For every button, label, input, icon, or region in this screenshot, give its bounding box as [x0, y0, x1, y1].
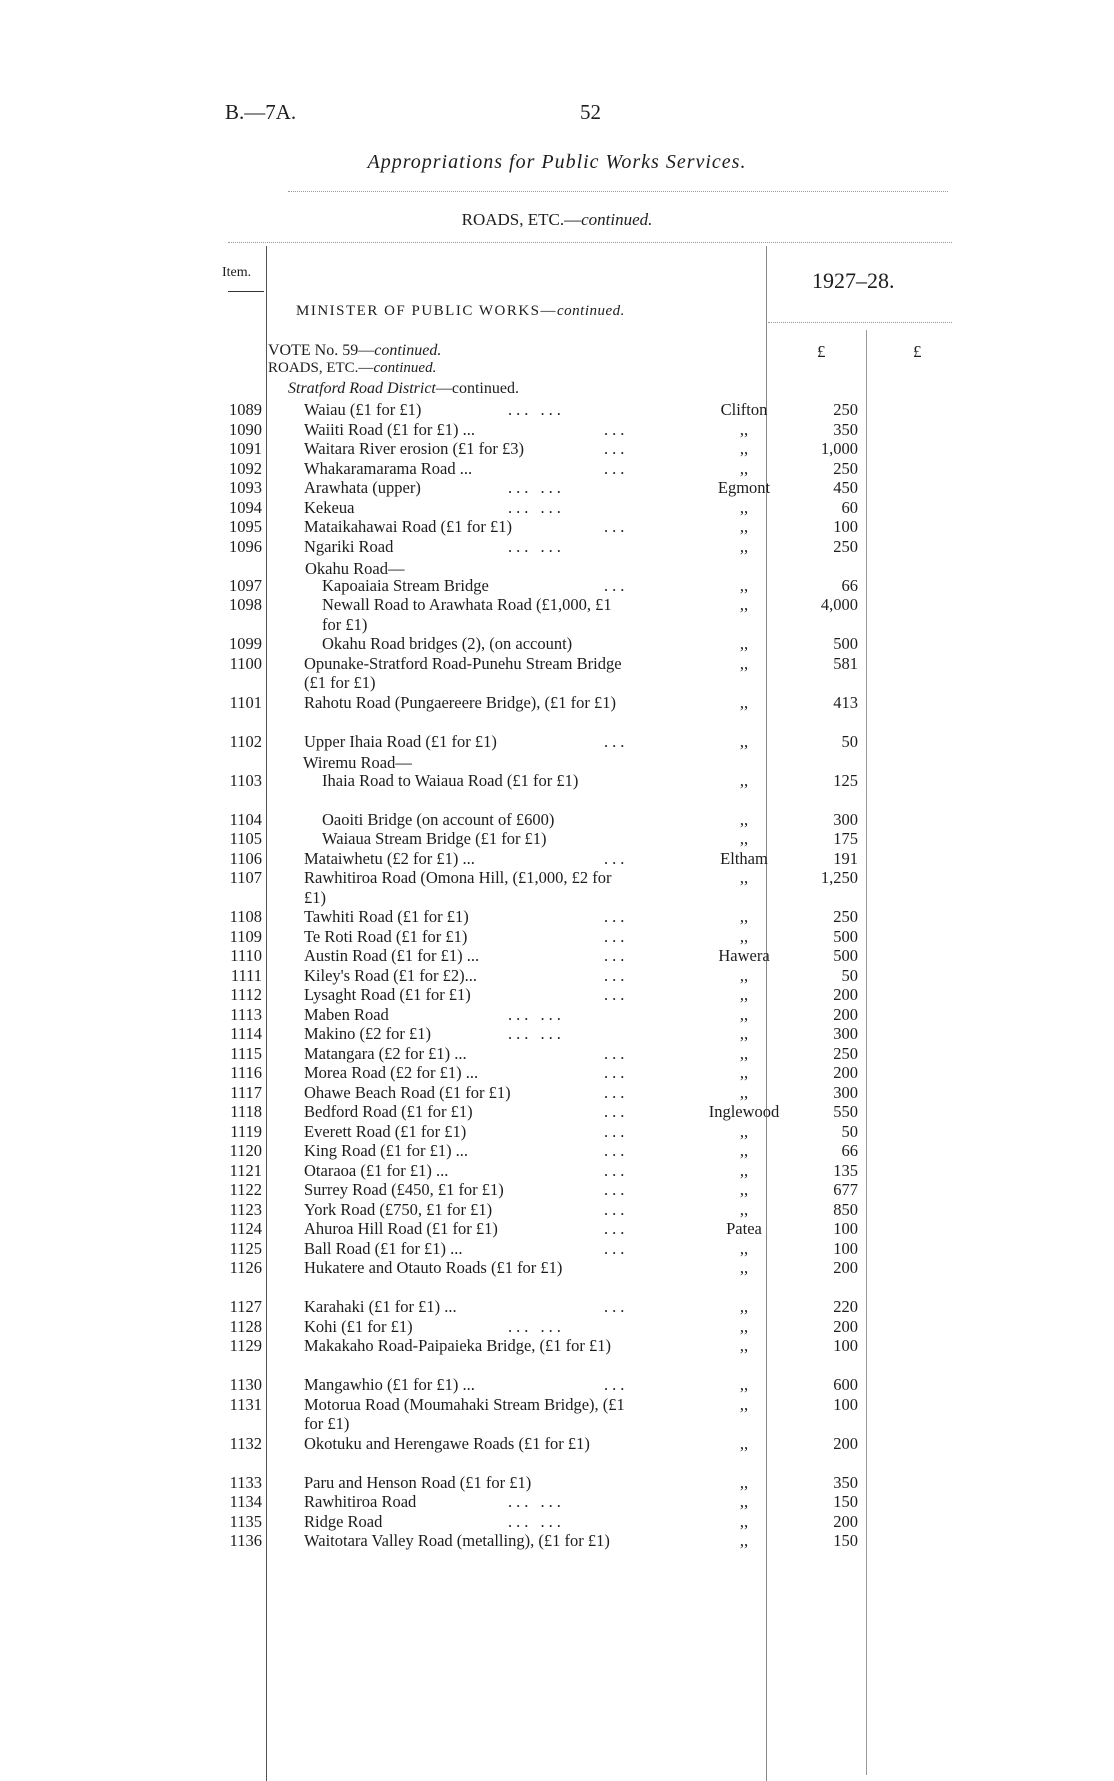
item-description: Lysaght Road (£1 for £1) — [304, 985, 471, 1004]
leader-dots: ... — [604, 1102, 629, 1121]
item-number: 1122 — [229, 1180, 262, 1199]
item-district: ,, — [739, 1531, 749, 1550]
leader-dots: ... — [604, 848, 629, 868]
section-subtitle-italic: continued. — [581, 210, 653, 229]
item-district: ,, — [739, 1024, 749, 1043]
item-amount: 350 — [833, 419, 858, 439]
item-description: Matangara (£2 for £1) ... — [304, 1043, 467, 1063]
currency-header-1: £ — [817, 342, 826, 361]
table-row — [0, 868, 1114, 908]
item-column-header: Item. — [222, 265, 252, 280]
item-number: 1097 — [229, 575, 262, 595]
item-description: Mangawhio (£1 for £1) ... — [304, 1375, 475, 1394]
item-number: 1098 — [229, 595, 262, 614]
item-district: ,, — [739, 1492, 749, 1511]
district-heading-italic: Stratford Road District — [288, 380, 436, 397]
item-district: ,, — [739, 419, 749, 439]
item-description: Makakaho Road-Paipaieka Bridge, (£1 for £1) — [304, 1336, 611, 1355]
item-district: ,, — [739, 1375, 749, 1394]
item-district: ,, — [739, 1297, 749, 1316]
item-number: 1136 — [229, 1531, 262, 1550]
item-description: Waiiti Road (£1 for £1) ... — [304, 419, 475, 439]
item-description: Whakaramarama Road ... — [304, 458, 473, 478]
item-amount: 200 — [833, 1004, 858, 1024]
item-number: 1131 — [229, 1394, 262, 1414]
item-district: ,, — [739, 517, 749, 536]
item-district: ,, — [739, 595, 749, 614]
item-district: ,, — [739, 439, 749, 458]
leader-dots: ... — [604, 1043, 629, 1063]
item-district: ,, — [739, 497, 749, 517]
table-row — [0, 732, 1114, 772]
item-number: 1115 — [230, 1043, 262, 1063]
item-amount: 350 — [833, 1472, 858, 1492]
group-heading-okahu: Okahu Road— — [305, 559, 405, 578]
item-district: ,, — [739, 653, 749, 673]
leader-dots: ... — [604, 1063, 629, 1082]
leader-dots: ... — [604, 1180, 629, 1199]
item-amount: 300 — [833, 1024, 858, 1043]
item-description: Okotuku and Herengawe Roads (£1 for £1) — [304, 1433, 590, 1453]
item-description: Paru and Henson Road (£1 for £1) — [304, 1472, 532, 1492]
item-description: Rahotu Road (Pungaereere Bridge), (£1 for £1) — [304, 692, 617, 712]
item-number: 1110 — [230, 946, 262, 965]
item-number: 1093 — [229, 478, 262, 497]
item-amount: 300 — [833, 809, 858, 829]
item-description: Austin Road (£1 for £1) ... — [304, 946, 480, 965]
item-district: ,, — [739, 458, 749, 478]
item-number: 1119 — [230, 1121, 262, 1141]
item-description: Hukatere and Otauto Roads (£1 for £1) — [304, 1258, 563, 1277]
item-description: Kohi (£1 for £1) — [304, 1316, 413, 1336]
item-description: Morea Road (£2 for £1) ... — [304, 1063, 479, 1082]
item-description: Makino (£2 for £1) — [304, 1024, 431, 1043]
item-number: 1129 — [229, 1336, 262, 1355]
item-amount: 100 — [833, 1394, 858, 1414]
item-number: 1118 — [230, 1102, 262, 1121]
item-district: ,, — [739, 1433, 749, 1453]
item-district: ,, — [739, 770, 749, 790]
item-amount: 500 — [833, 926, 858, 946]
item-amount: 60 — [841, 497, 858, 517]
leader-dots: ... — [604, 926, 629, 946]
item-number: 1133 — [229, 1472, 262, 1492]
item-district: ,, — [739, 1160, 749, 1180]
item-district: ,, — [739, 829, 749, 848]
item-amount: 413 — [833, 692, 858, 712]
item-amount: 4,000 — [820, 595, 858, 614]
item-number: 1132 — [229, 1433, 262, 1453]
item-number: 1123 — [229, 1199, 262, 1219]
leader-dots: ... — [604, 1238, 629, 1258]
item-district: ,, — [739, 1004, 749, 1024]
item-description: Rawhitiroa Road — [304, 1492, 417, 1511]
table-row — [0, 595, 1114, 635]
leader-dots: ... — [604, 458, 629, 478]
item-amount: 250 — [833, 400, 858, 419]
item-number: 1127 — [229, 1297, 262, 1316]
item-district: ,, — [739, 634, 749, 653]
item-number: 1096 — [229, 536, 262, 556]
item-description: Ridge Road — [304, 1511, 383, 1531]
table-row — [0, 1258, 1114, 1298]
item-district: ,, — [739, 809, 749, 829]
item-number: 1099 — [229, 634, 262, 653]
item-number: 1094 — [229, 497, 262, 517]
item-number: 1128 — [229, 1316, 262, 1336]
item-district: Eltham — [720, 848, 768, 868]
table-row — [0, 537, 1114, 577]
item-amount: 100 — [833, 1336, 858, 1355]
item-district: Clifton — [720, 400, 768, 419]
table-row — [0, 1434, 1114, 1474]
item-description: Opunake-Stratford Road-Punehu Stream Bridge (£1 for £1) — [304, 653, 622, 692]
item-description: Karahaki (£1 for £1) ... — [304, 1297, 457, 1316]
item-number: 1106 — [229, 848, 262, 868]
vote-heading-main: VOTE No. 59— — [268, 342, 375, 359]
item-amount: 250 — [833, 458, 858, 478]
item-number: 1130 — [229, 1375, 262, 1394]
table-row — [0, 693, 1114, 733]
item-district: ,, — [739, 1336, 749, 1355]
page-number: 52 — [580, 100, 601, 124]
item-district: ,, — [739, 1316, 749, 1336]
item-number: 1113 — [230, 1004, 262, 1024]
item-amount: 135 — [833, 1160, 858, 1180]
item-description: King Road (£1 for £1) ... — [304, 1141, 469, 1160]
item-number: 1103 — [229, 770, 262, 790]
item-number: 1116 — [230, 1063, 262, 1082]
item-district: ,, — [739, 1511, 749, 1531]
item-number: 1104 — [229, 809, 262, 829]
roads-heading-italic: continued. — [373, 360, 437, 376]
item-amount: 66 — [841, 1141, 858, 1160]
item-district: ,, — [739, 731, 749, 751]
item-description: Rawhitiroa Road (Omona Hill, (£1,000, £2 for £1) — [304, 868, 612, 907]
minister-heading-main: MINISTER OF PUBLIC WORKS— — [296, 303, 557, 319]
leader-dots: ... — [604, 517, 629, 536]
item-district: ,, — [739, 1238, 749, 1258]
district-heading-main: —continued. — [435, 380, 519, 397]
section-subtitle-main: ROADS, ETC.— — [461, 210, 582, 229]
item-description: Otaraoa (£1 for £1) ... — [304, 1160, 449, 1180]
leader-dots: ... ... — [508, 1024, 565, 1043]
item-district: ,, — [739, 1043, 749, 1063]
table-row — [0, 1336, 1114, 1376]
item-description: Te Roti Road (£1 for £1) — [304, 926, 468, 946]
currency-header-2: £ — [913, 342, 922, 361]
item-amount: 220 — [833, 1297, 858, 1316]
table-row — [0, 1531, 1114, 1571]
item-district: ,, — [739, 907, 749, 926]
item-description: Ngariki Road — [304, 536, 394, 556]
item-description: Mataikahawai Road (£1 for £1) — [304, 517, 513, 536]
item-number: 1125 — [229, 1238, 262, 1258]
item-amount: 850 — [833, 1199, 858, 1219]
item-amount: 677 — [833, 1180, 858, 1199]
item-description: York Road (£750, £1 for £1) — [304, 1199, 493, 1219]
item-district: ,, — [739, 1082, 749, 1102]
year-column-header: 1927–28. — [812, 268, 895, 293]
item-number: 1135 — [229, 1511, 262, 1531]
item-amount: 550 — [833, 1102, 858, 1121]
item-description: Waitara River erosion (£1 for £3) — [304, 439, 524, 458]
item-number: 1100 — [229, 653, 262, 673]
item-amount: 100 — [833, 1238, 858, 1258]
item-number: 1111 — [230, 965, 262, 985]
item-amount: 200 — [833, 1063, 858, 1082]
item-description: Everett Road (£1 for £1) — [304, 1121, 467, 1141]
leader-dots: ... — [604, 907, 629, 926]
leader-dots: ... — [604, 1082, 629, 1102]
leader-dots: ... ... — [508, 1316, 565, 1336]
leader-dots: ... — [604, 439, 629, 458]
item-amount: 500 — [833, 946, 858, 965]
item-amount: 175 — [833, 829, 858, 848]
leader-dots: ... — [604, 1121, 629, 1141]
leader-dots: ... ... — [508, 1492, 565, 1511]
item-description: Mataiwhetu (£2 for £1) ... — [304, 848, 475, 868]
page-title: Appropriations for Public Works Services. — [367, 151, 747, 173]
leader-dots: ... ... — [508, 536, 565, 556]
leader-dots: ... — [604, 1297, 629, 1316]
item-amount: 150 — [833, 1492, 858, 1511]
item-amount: 100 — [833, 517, 858, 536]
item-amount: 50 — [841, 731, 858, 751]
item-number: 1120 — [229, 1141, 262, 1160]
item-description: Kapoaiaia Stream Bridge — [322, 575, 489, 595]
item-description: Kekeua — [304, 497, 355, 517]
minister-heading-italic: continued. — [557, 303, 625, 319]
item-amount: 50 — [841, 965, 858, 985]
item-district: Inglewood — [708, 1102, 780, 1121]
leader-dots: ... — [604, 1199, 629, 1219]
leader-dots: ... ... — [508, 497, 565, 517]
item-description: Ihaia Road to Waiaua Road (£1 for £1) — [322, 770, 579, 790]
item-number: 1092 — [229, 458, 262, 478]
item-number: 1090 — [229, 419, 262, 439]
group-heading-wiremu: Wiremu Road— — [303, 753, 412, 772]
item-amount: 250 — [833, 536, 858, 556]
table-row — [0, 654, 1114, 694]
item-number: 1112 — [230, 985, 262, 1004]
item-amount: 100 — [833, 1219, 858, 1238]
item-number: 1108 — [229, 907, 262, 926]
item-number: 1102 — [229, 731, 262, 751]
item-amount: 1,250 — [820, 868, 858, 887]
item-district: ,, — [739, 1141, 749, 1160]
leader-dots: ... ... — [508, 400, 565, 419]
item-description: Arawhata (upper) — [304, 478, 421, 497]
item-number: 1109 — [229, 926, 262, 946]
item-amount: 200 — [833, 1433, 858, 1453]
item-amount: 250 — [833, 1043, 858, 1063]
item-number: 1095 — [229, 517, 262, 536]
item-district: ,, — [739, 692, 749, 712]
item-district: ,, — [739, 985, 749, 1004]
leader-dots: ... ... — [508, 1004, 565, 1024]
item-district: ,, — [739, 1394, 749, 1414]
item-amount: 300 — [833, 1082, 858, 1102]
vote-heading-italic: continued. — [374, 342, 442, 359]
item-number: 1126 — [229, 1258, 262, 1277]
item-number: 1089 — [229, 400, 262, 419]
item-number: 1124 — [229, 1219, 262, 1238]
item-amount: 1,000 — [820, 439, 858, 458]
item-district: ,, — [739, 1472, 749, 1492]
leader-dots: ... — [604, 946, 629, 965]
leader-dots: ... — [604, 1219, 629, 1238]
item-number: 1091 — [229, 439, 262, 458]
item-number: 1101 — [229, 692, 262, 712]
item-amount: 150 — [833, 1531, 858, 1550]
leader-dots: ... — [604, 575, 629, 595]
item-description: Ball Road (£1 for £1) ... — [304, 1238, 463, 1258]
leader-dots: ... — [604, 731, 629, 751]
item-description: Upper Ihaia Road (£1 for £1) — [304, 731, 497, 751]
table-row — [0, 1395, 1114, 1435]
item-amount: 450 — [833, 478, 858, 497]
item-description: Ohawe Beach Road (£1 for £1) — [304, 1082, 511, 1102]
leader-dots: ... — [604, 965, 629, 985]
item-number: 1105 — [229, 829, 262, 848]
roads-heading-main: ROADS, ETC.— — [268, 360, 374, 376]
item-number: 1134 — [229, 1492, 262, 1511]
item-amount: 200 — [833, 1511, 858, 1531]
item-amount: 250 — [833, 907, 858, 926]
item-number: 1107 — [229, 868, 262, 887]
item-number: 1114 — [230, 1024, 262, 1043]
leader-dots: ... — [604, 419, 629, 439]
item-district: ,, — [739, 965, 749, 985]
item-district: ,, — [739, 868, 749, 887]
item-district: ,, — [739, 575, 749, 595]
item-amount: 200 — [833, 1316, 858, 1336]
document-reference: B.—7A. — [225, 100, 297, 124]
leader-dots: ... — [604, 1160, 629, 1180]
leader-dots: ... — [604, 1141, 629, 1160]
item-district: ,, — [739, 536, 749, 556]
item-district: ,, — [739, 1258, 749, 1277]
item-amount: 125 — [833, 770, 858, 790]
item-description: Oaoiti Bridge (on account of £600) — [322, 809, 555, 829]
item-district: Hawera — [718, 946, 770, 965]
leader-dots: ... ... — [508, 478, 565, 497]
item-description: Surrey Road (£450, £1 for £1) — [304, 1180, 504, 1199]
item-description: Newall Road to Arawhata Road (£1,000, £1 for £1) — [322, 595, 612, 634]
item-district: Patea — [726, 1219, 762, 1238]
table-row — [0, 771, 1114, 811]
item-description: Maben Road — [304, 1004, 389, 1024]
item-description: Tawhiti Road (£1 for £1) — [304, 907, 469, 926]
item-description: Waiau (£1 for £1) — [304, 400, 422, 419]
item-amount: 581 — [833, 653, 858, 673]
item-amount: 200 — [833, 985, 858, 1004]
item-number: 1117 — [230, 1082, 262, 1102]
item-description: Waiaua Stream Bridge (£1 for £1) — [322, 829, 547, 848]
item-amount: 600 — [833, 1375, 858, 1394]
item-description: Bedford Road (£1 for £1) — [304, 1102, 473, 1121]
item-description: Okahu Road bridges (2), (on account) — [322, 634, 573, 653]
item-district: ,, — [739, 1063, 749, 1082]
item-amount: 200 — [833, 1258, 858, 1277]
leader-dots: ... ... — [508, 1511, 565, 1531]
leader-dots: ... — [604, 1375, 629, 1394]
item-district: ,, — [739, 1199, 749, 1219]
item-district: ,, — [739, 926, 749, 946]
item-amount: 50 — [841, 1121, 858, 1141]
item-amount: 66 — [841, 575, 858, 595]
item-description: Ahuroa Hill Road (£1 for £1) — [304, 1219, 498, 1238]
item-district: ,, — [739, 1180, 749, 1199]
item-amount: 191 — [833, 848, 858, 868]
item-description: Motorua Road (Moumahaki Stream Bridge), (£1 for £1) — [304, 1394, 625, 1433]
item-number: 1121 — [229, 1160, 262, 1180]
item-amount: 500 — [833, 634, 858, 653]
leader-dots: ... — [604, 985, 629, 1004]
item-description: Waitotara Valley Road (metalling), (£1 for £1) — [304, 1531, 610, 1550]
item-description: Kiley's Road (£1 for £2)... — [304, 965, 477, 985]
item-district: ,, — [739, 1121, 749, 1141]
item-district: Egmont — [717, 478, 771, 497]
